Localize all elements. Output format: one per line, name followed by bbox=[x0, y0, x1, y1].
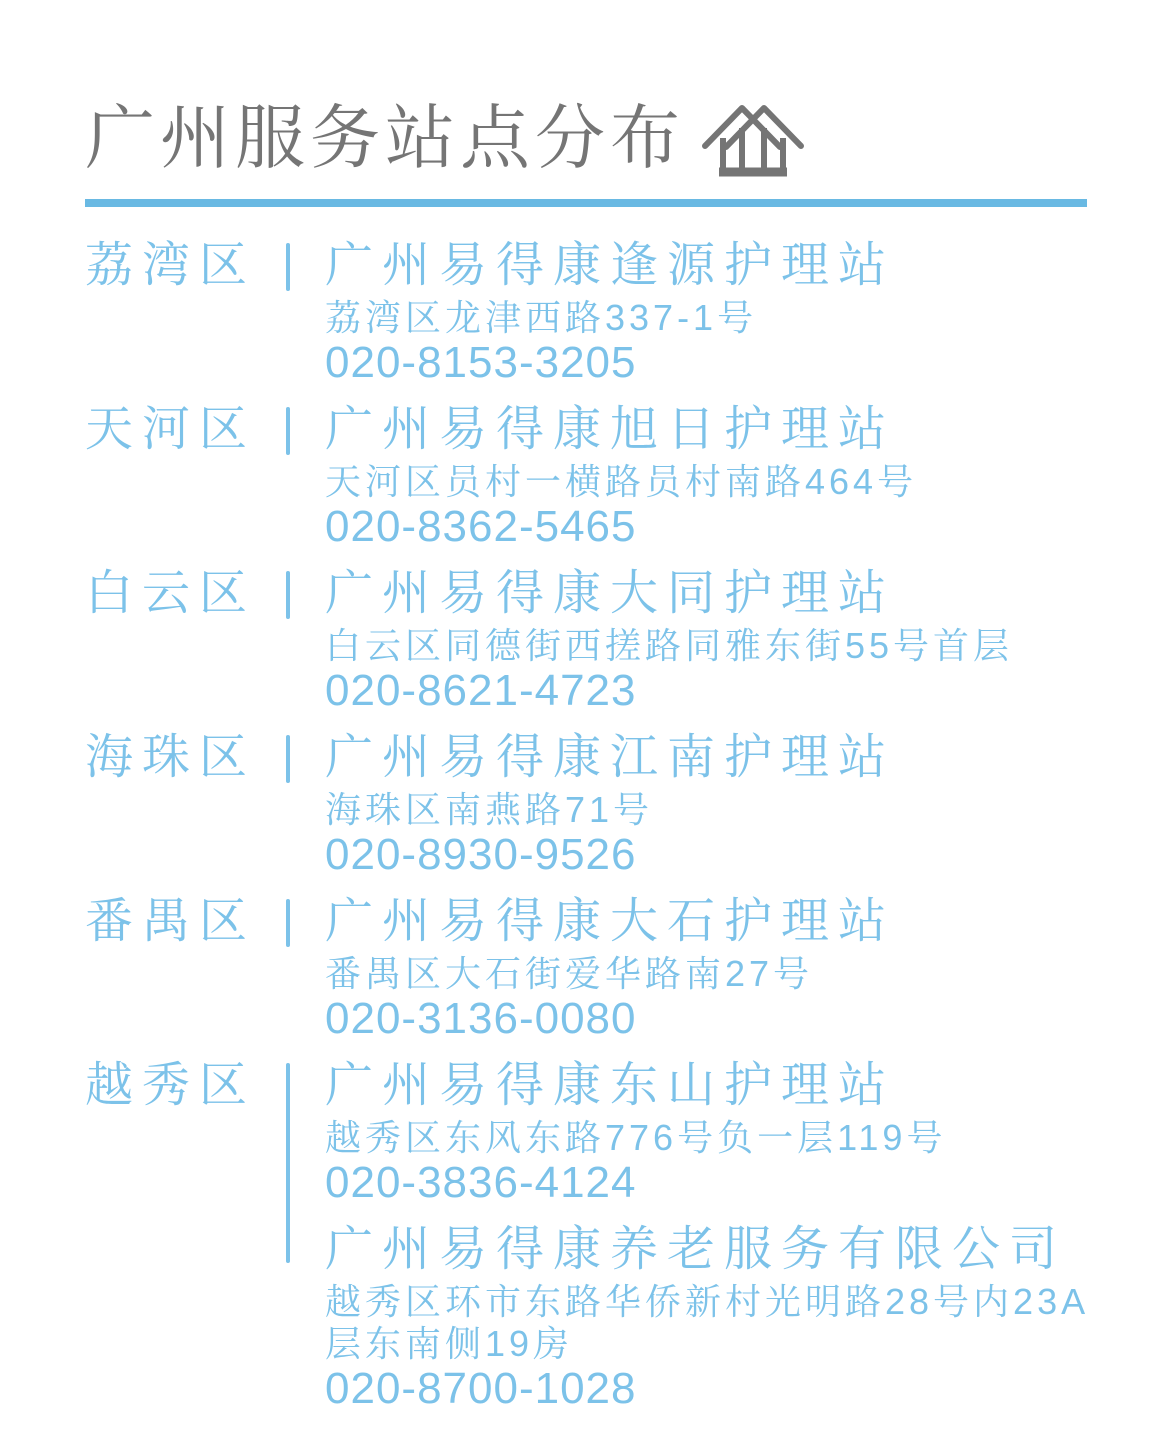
station-entry bbox=[85, 727, 1127, 879]
station-details bbox=[325, 1055, 946, 1207]
station-entry bbox=[85, 399, 1127, 551]
station-address-group bbox=[325, 1117, 946, 1159]
station-entry bbox=[85, 891, 1127, 1043]
station-entry bbox=[85, 1055, 1127, 1207]
station-phone: 020-3836-4124 bbox=[325, 1158, 637, 1207]
station-phone: 020-3136-0080 bbox=[325, 994, 637, 1043]
station-name: 广州易得康逢源护理站 bbox=[325, 239, 896, 292]
station-address-line: 番禺区大石街爱华路南27号 bbox=[325, 953, 814, 994]
station-entry bbox=[85, 235, 1127, 387]
vertical-divider bbox=[286, 735, 290, 783]
station-name: 广州易得康江南护理站 bbox=[325, 731, 896, 784]
station-address-group bbox=[325, 625, 1013, 667]
district-label: 白云区 bbox=[85, 567, 257, 620]
station-details bbox=[325, 727, 895, 879]
station-entry bbox=[85, 1219, 1127, 1413]
title-underline-rule bbox=[85, 199, 1087, 207]
station-address-group bbox=[325, 297, 895, 339]
houses-icon bbox=[697, 94, 809, 184]
station-details bbox=[325, 235, 895, 387]
vertical-divider bbox=[286, 571, 290, 619]
station-address-group bbox=[325, 789, 895, 831]
station-phone: 020-8621-4723 bbox=[325, 666, 637, 715]
district-label: 越秀区 bbox=[85, 1059, 257, 1112]
station-phone: 020-8930-9526 bbox=[325, 830, 637, 879]
vertical-divider bbox=[286, 407, 290, 455]
district-label: 海珠区 bbox=[85, 731, 257, 784]
district-label: 番禺区 bbox=[85, 895, 257, 948]
station-address-group bbox=[325, 461, 917, 503]
station-entry bbox=[85, 563, 1127, 715]
vertical-divider bbox=[286, 243, 290, 291]
station-details bbox=[325, 399, 917, 551]
page-header bbox=[85, 96, 1127, 180]
station-address-line: 层东南侧19房 bbox=[325, 1323, 574, 1364]
station-address-line: 海珠区南燕路71号 bbox=[325, 789, 654, 830]
page-title: 广州服务站点分布 bbox=[85, 99, 685, 177]
station-address-line: 越秀区环市东路华侨新村光明路28号内23A bbox=[325, 1281, 1090, 1322]
station-address-group bbox=[325, 953, 895, 995]
station-name: 广州易得康大石护理站 bbox=[325, 895, 896, 948]
station-details bbox=[325, 1219, 1089, 1413]
station-details bbox=[325, 563, 1013, 715]
station-address-line: 天河区员村一横路员村南路464号 bbox=[325, 461, 918, 502]
station-address-line: 越秀区东风东路776号负一层119号 bbox=[325, 1117, 947, 1158]
station-name: 广州易得康大同护理站 bbox=[325, 567, 896, 620]
vertical-divider bbox=[286, 899, 290, 947]
station-phone: 020-8153-3205 bbox=[325, 338, 637, 387]
station-phone: 020-8700-1028 bbox=[325, 1364, 637, 1413]
station-name: 广州易得康养老服务有限公司 bbox=[325, 1223, 1067, 1276]
station-details bbox=[325, 891, 895, 1043]
station-phone: 020-8362-5465 bbox=[325, 502, 637, 551]
station-address-group bbox=[325, 1281, 1089, 1365]
district-label: 荔湾区 bbox=[85, 239, 257, 292]
station-address-line: 白云区同德街西搓路同雅东街55号首层 bbox=[325, 625, 1014, 666]
station-name: 广州易得康旭日护理站 bbox=[325, 403, 896, 456]
station-list bbox=[85, 235, 1127, 1413]
station-address-line: 荔湾区龙津西路337-1号 bbox=[325, 297, 758, 338]
district-label: 天河区 bbox=[85, 403, 257, 456]
station-name: 广州易得康东山护理站 bbox=[325, 1059, 896, 1112]
